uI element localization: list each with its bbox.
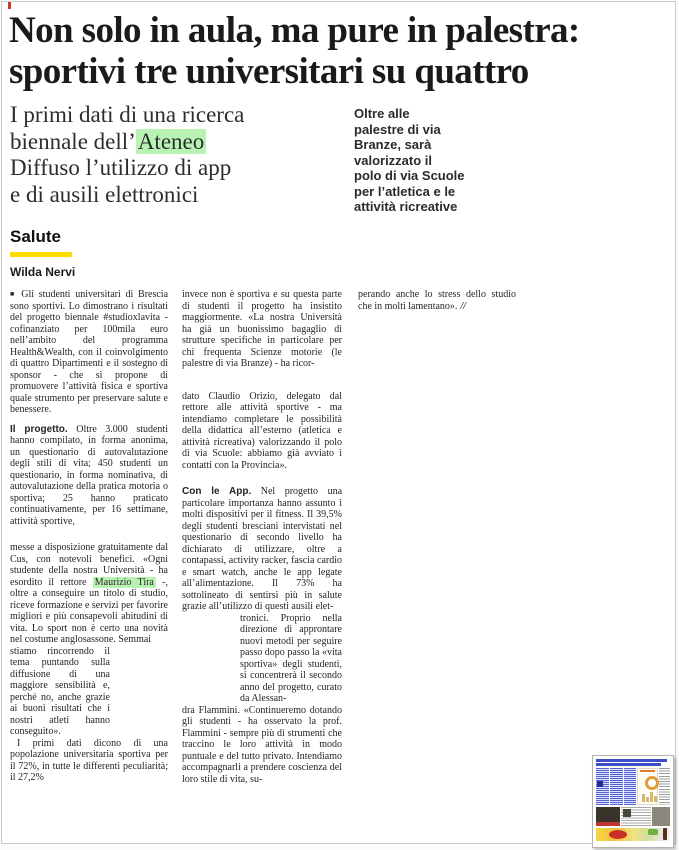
paragraph: invece non è sportiva e su questa parte di studenti il progetto ha insistito maggiormente. «La nostra Università ha già un buonissimo bagaglio di strutture specifiche in particolare per chi frequenta Scienze motorie (le palestre di via Branze) - ha ricor- — [182, 289, 342, 369]
thumb-infographic — [637, 768, 658, 805]
thumb-advertisement — [596, 828, 670, 841]
paragraph: dato Claudio Orizio, delegato dal rettore alle attività sportive - ma intendiamo completare le possibilità della didattica all’esterno (atletica e attività ricreativa) valorizzando il polo di via Scuole: abbiamo già avviato i contatti con la Provincia». — [182, 390, 342, 471]
thumb-photo-caption-bar — [596, 822, 620, 826]
article-column-3 — [358, 289, 516, 312]
paragraph-text: Nel progetto una particolare importanza hanno assunto i molti dispositivi per il fitness. Il 39,5% degli studenti bresciani intervistati nel questionario di secondo livello ha dichiarato di utilizzare, oltre a contapassi, activity racker, fascia cardio e smart watch, anche le app legate all’alimentazione. Il 73% ha sottolineato di sentirsi più in salute grazie all’utilizzo di questi ausili elet- — [182, 486, 343, 612]
paragraph-text: Oltre 3.000 studenti hanno compilato, in forma anonima, un questionario di autovalutazione degli stili di vita; 450 studenti un questionario, in forma nominativa, di autovalutazione della pratica motoria o sportiva; 25 hanno praticato continuativamente, per 16 settimane, attività sportive, — [10, 423, 168, 527]
deck-line: Branze, sarà — [354, 137, 432, 152]
paragraph — [182, 486, 342, 613]
deck-line: Oltre alle — [354, 106, 410, 121]
paragraph — [358, 289, 516, 312]
paragraph — [10, 289, 168, 416]
thumb-ad-bottle — [663, 828, 667, 840]
thumb-inset-photo — [623, 809, 631, 817]
deck-line: palestre di via — [354, 121, 441, 137]
paragraph-text: Gli studenti universitari di Brescia sono sportivi. Lo dimostrano i risultati del progetto biennale #studioxlavita - cofinanziato per 100mila euro nell’ambito del programma Health&Wealth, con il coinvolgimento di quattro Dipartimenti e il sostegno di sponsor - che si propone di promuovere l’attività fisica e sportiva quale strumento per preservare salute e benessere. — [10, 289, 169, 415]
page-thumbnail[interactable] — [592, 755, 674, 848]
thumb-photo — [596, 807, 620, 826]
clip-marker — [8, 2, 11, 9]
thumb-photo-strip — [596, 807, 670, 826]
thumb-ad-logo — [609, 830, 627, 839]
paragraph — [10, 542, 168, 646]
headline-line-2: sportivi tre universitari su quattro — [9, 51, 529, 92]
thumb-dropcap — [597, 781, 603, 787]
article-column-1 — [10, 289, 168, 784]
thumb-text-column — [610, 768, 623, 805]
article-column-2 — [182, 289, 342, 785]
deck-line: polo di via Scuole — [354, 168, 465, 183]
section-underline — [10, 252, 72, 257]
thumb-bar — [654, 796, 657, 802]
highlight-maurizio-tira: Maurizio Tira — [94, 576, 154, 588]
article-end-mark: // — [460, 300, 466, 312]
subhead — [10, 102, 350, 208]
thumb-pie-chart — [645, 776, 659, 790]
thumb-columns — [596, 768, 670, 805]
thumb-sidebar-column — [659, 768, 670, 805]
deck-line: valorizzato il — [354, 152, 433, 168]
thumb-ad-graphic — [648, 829, 658, 835]
section-label: Salute — [10, 227, 62, 246]
paragraph-lead: Con le App. — [182, 486, 252, 497]
paragraph-text: perando anche lo stress dello studio che in molti lamentano». — [358, 289, 516, 312]
thumb-bar — [642, 794, 645, 802]
subhead-line-3: Diffuso l’utilizzo di app — [10, 155, 232, 180]
subhead-line-1: I primi dati di una ricerca — [10, 102, 245, 127]
thumb-bar — [646, 797, 649, 802]
subhead-line-4: e di ausili elettronici — [10, 181, 199, 207]
paragraph-bullet-icon: ■ — [10, 290, 17, 298]
paragraph-lead: Il progetto. — [10, 423, 68, 435]
subhead-line-2 — [10, 129, 350, 156]
deck-line: per l’atletica e le — [354, 183, 456, 199]
paragraph-wrapped: tronici. Proprio nella direzione di approntare nuovi metodi per seguire passo dopo passo la «vita sportiva» degli studenti, si concentrerà il secondo anno del progetto, curato da Alessan- — [240, 612, 342, 704]
paragraph — [10, 424, 168, 528]
subhead-line-2-text: biennale dell’ — [10, 128, 136, 154]
paragraph: dra Flammini. «Continueremo dotando gli studenti - ha osservato la prof. Flammini - sempre più di strumenti che traccino le loro attività in modo puntuale e del tutto privato. Intendiamo accompagnarli a prendere coscienza del loro stile di vita, su- — [182, 704, 342, 785]
paragraph-wrapped: stiamo rincorrendo il tema puntando sulla diffusione di una maggiore sensibilità e, perché no, anche grazie ai buoni risultati che i nostri atleti hanno conseguito». — [10, 645, 110, 737]
thumb-headline-bar — [596, 763, 661, 766]
headline — [9, 10, 673, 92]
deck-line: attività ricreative — [354, 199, 458, 214]
newspaper-clip — [1, 1, 676, 844]
deck — [354, 106, 484, 215]
thumb-text-column — [624, 768, 636, 805]
paragraph: I primi dati dicono di una popolazione universitaria sportiva per il 72%, in tutte le differenti peculiarità; il 27,2% — [10, 737, 168, 783]
highlight-ateneo: Ateneo — [137, 128, 205, 154]
paragraph-text: messe a disposizione gratuitamente dal Cus, con notevoli benefici. «Ogni studente della nostra Università - ha esordito il rettore — [10, 542, 168, 588]
thumb-headline-bar — [596, 759, 667, 762]
thumb-bar — [650, 792, 653, 802]
thumb-chart-title-bar — [640, 770, 655, 772]
byline: Wilda Nervi — [10, 265, 76, 279]
thumb-photo — [652, 807, 670, 826]
thumb-text-block — [621, 807, 651, 826]
thumb-bar-chart — [642, 792, 657, 802]
paragraph-text: -, oltre a conseguire un titolo di studio, riceve formazione e servizi per favorire migliori e più consapevoli abitudini di vita. Lo sport non è certo una novità nel costume anglosassone. Semmai — [10, 576, 169, 645]
headline-line-1: Non solo in aula, ma pure in palestra: — [9, 10, 580, 51]
